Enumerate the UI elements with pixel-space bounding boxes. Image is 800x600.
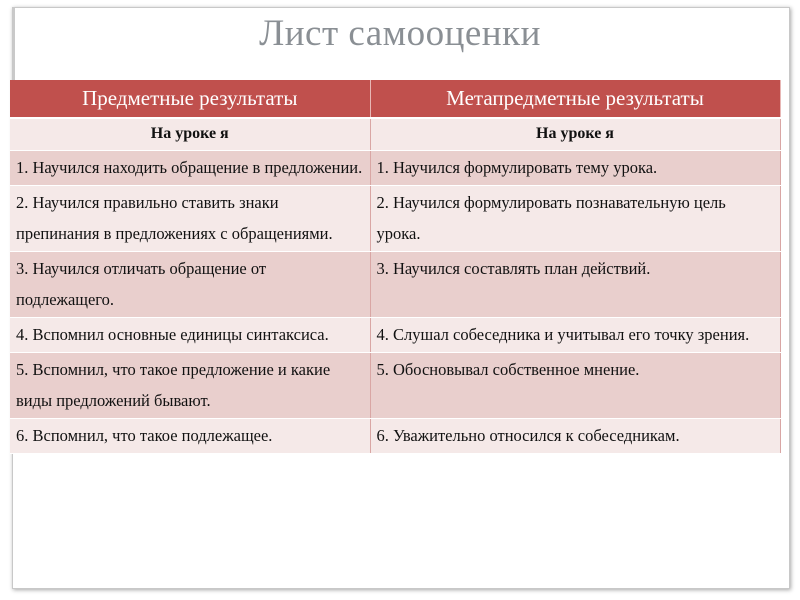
table-row [10, 252, 780, 318]
table-row [10, 318, 780, 353]
table-cell-subject: 3. Научился отличать обращение от подлежащего. [10, 252, 370, 318]
table-header-row [10, 80, 780, 118]
table-cell-metasubject: 5. Обосновывал собственное мнение. [370, 353, 780, 419]
table-cell-subject: 2. Научился правильно ставить знаки препинания в предложениях с обращениями. [10, 186, 370, 252]
table-row [10, 186, 780, 252]
table-cell-subject: 4. Вспомнил основные единицы синтаксиса. [10, 318, 370, 353]
slide-title: Лист самооценки [259, 13, 541, 54]
table-cell-metasubject: 1. Научился формулировать тему урока. [370, 151, 780, 186]
table-row [10, 151, 780, 186]
subheader-right: На уроке я [370, 118, 780, 151]
table-row [10, 419, 780, 454]
header-subject-results: Предметные результаты [10, 80, 370, 118]
table-cell-metasubject: 3. Научился составлять план действий. [370, 252, 780, 318]
table-row [10, 353, 780, 419]
table-cell-subject: 1. Научился находить обращение в предложении. [10, 151, 370, 186]
self-assessment-table-wrapper [10, 80, 780, 454]
table-subheader-row [10, 118, 780, 151]
header-metasubject-results: Метапредметные результаты [370, 80, 780, 118]
self-assessment-table [10, 80, 781, 454]
table-cell-metasubject: 6. Уважительно относился к собеседникам. [370, 419, 780, 454]
table-cell-metasubject: 4. Слушал собеседника и учитывал его точку зрения. [370, 318, 780, 353]
table-cell-metasubject: 2. Научился формулировать познавательную цель урока. [370, 186, 780, 252]
table-cell-subject: 5. Вспомнил, что такое предложение и какие виды предложений бывают. [10, 353, 370, 419]
table-cell-subject: 6. Вспомнил, что такое подлежащее. [10, 419, 370, 454]
subheader-left: На уроке я [10, 118, 370, 151]
